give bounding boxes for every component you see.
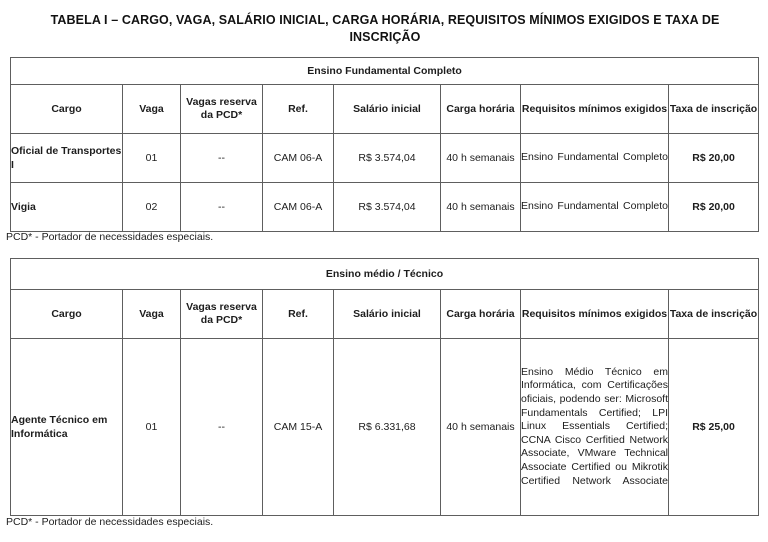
cell-ref: CAM 06-A: [263, 183, 334, 232]
cell-requisitos: Ensino Médio Técnico em Informática, com Certificações oficiais, podendo ser: Microsoft Fundamentals Certified; LPI Linux Essentials Certified; CCNA Cisco Cerfitied Network Associate, VMware Technical Associate Certified ou Mikrotik Certified Network Associate: [521, 339, 669, 516]
column-header-ref: Ref.: [263, 290, 334, 339]
table-ensino-medio-tecnico: [10, 258, 759, 516]
cell-vagas-reserva: --: [181, 134, 263, 183]
cell-cargo: Vigia: [11, 183, 123, 232]
page-title: TABELA I – CARGO, VAGA, SALÁRIO INICIAL, CARGA HORÁRIA, REQUISITOS MÍNIMOS EXIGIDOS E TAXA DE INSCRIÇÃO: [50, 13, 720, 44]
column-header-carga: Carga horária: [441, 290, 521, 339]
cell-vaga: 01: [123, 134, 181, 183]
footnote-pcd-table-2: PCD* - Portador de necessidades especiais.: [6, 516, 214, 528]
cell-carga: 40 h semanais: [441, 134, 521, 183]
cell-taxa: R$ 20,00: [669, 183, 759, 232]
table-row: [11, 134, 759, 183]
cell-ref: CAM 06-A: [263, 134, 334, 183]
column-header-taxa: Taxa de inscrição: [669, 85, 759, 134]
cell-requisitos: Ensino Fundamental Completo: [521, 183, 669, 232]
column-header-salario: Salário inicial: [334, 290, 441, 339]
column-header-cargo: Cargo: [11, 290, 123, 339]
cell-vaga: 01: [123, 339, 181, 516]
cell-vagas-reserva: --: [181, 339, 263, 516]
table-ensino-fundamental: [10, 57, 759, 232]
column-header-vaga: Vaga: [123, 85, 181, 134]
column-header-vaga: Vaga: [123, 290, 181, 339]
table-band-row: [11, 58, 759, 85]
table-band-label: Ensino Fundamental Completo: [11, 58, 759, 85]
cell-salario: R$ 6.331,68: [334, 339, 441, 516]
table-band-row: [11, 259, 759, 290]
table-header-row: [11, 85, 759, 134]
column-header-cargo: Cargo: [11, 85, 123, 134]
column-header-carga: Carga horária: [441, 85, 521, 134]
table-row: [11, 183, 759, 232]
cell-vagas-reserva: --: [181, 183, 263, 232]
column-header-salario: Salário inicial: [334, 85, 441, 134]
cell-carga: 40 h semanais: [441, 339, 521, 516]
table-band-label: Ensino médio / Técnico: [11, 259, 759, 290]
footnote-pcd-table-1: PCD* - Portador de necessidades especiais.: [6, 231, 214, 243]
column-header-requisitos: Requisitos mínimos exigidos: [521, 85, 669, 134]
column-header-vagas-reserva: Vagas reserva da PCD*: [181, 290, 263, 339]
cell-cargo: Oficial de Transportes I: [11, 134, 123, 183]
cell-carga: 40 h semanais: [441, 183, 521, 232]
cell-ref: CAM 15-A: [263, 339, 334, 516]
cell-cargo: Agente Técnico em Informática: [11, 339, 123, 516]
cell-salario: R$ 3.574,04: [334, 183, 441, 232]
column-header-requisitos: Requisitos mínimos exigidos: [521, 290, 669, 339]
column-header-vagas-reserva: Vagas reserva da PCD*: [181, 85, 263, 134]
cell-taxa: R$ 20,00: [669, 134, 759, 183]
column-header-ref: Ref.: [263, 85, 334, 134]
cell-salario: R$ 3.574,04: [334, 134, 441, 183]
cell-requisitos: Ensino Fundamental Completo: [521, 134, 669, 183]
table-row: [11, 339, 759, 516]
table-header-row: [11, 290, 759, 339]
cell-taxa: R$ 25,00: [669, 339, 759, 516]
column-header-taxa: Taxa de inscrição: [669, 290, 759, 339]
cell-vaga: 02: [123, 183, 181, 232]
